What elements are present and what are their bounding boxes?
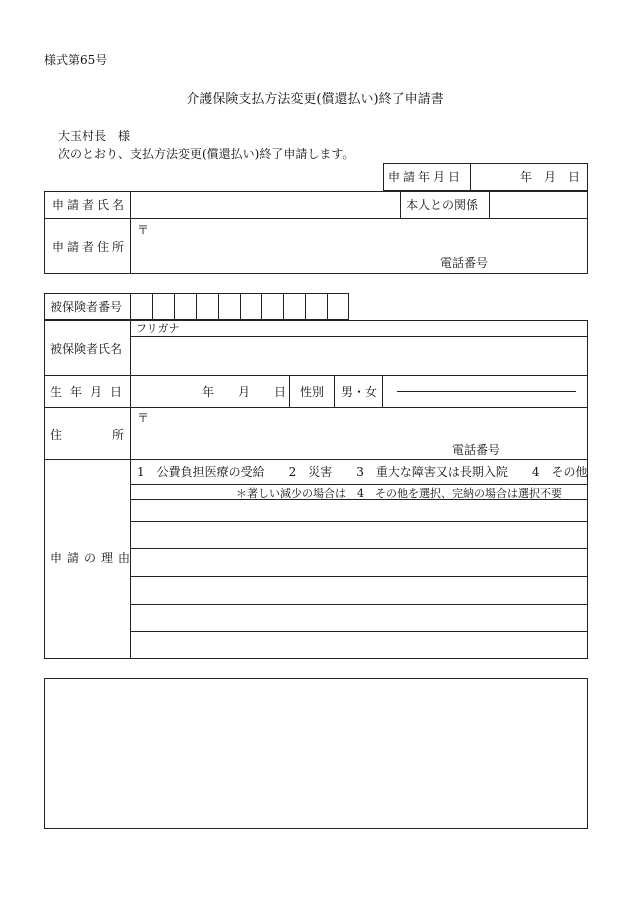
insured-address-label-left: 住 [50, 428, 63, 442]
insured-number-cell-divider [240, 293, 241, 320]
insured-address-label-right: 所 [112, 428, 125, 442]
insured-phone-label: 電話番号 [452, 443, 501, 457]
insured-address-field[interactable] [150, 411, 580, 439]
birth-date-label: 生年月日 [50, 385, 131, 399]
applicant-address-field[interactable] [150, 222, 580, 252]
birth-month: 月 [238, 385, 251, 399]
insured-name-label: 被保険者氏名 [50, 342, 123, 356]
applicant-postal-mark: 〒 [137, 223, 150, 237]
insured-number-cell-divider [196, 293, 197, 320]
sex-label: 性別 [300, 385, 325, 399]
insured-number-cell-divider [152, 293, 153, 320]
application-date-field[interactable]: 年 月 日 [520, 170, 581, 184]
insured-number-label: 被保険者番号 [50, 300, 123, 314]
application-date-label: 申請年月日 [388, 170, 464, 184]
relation-field[interactable] [493, 194, 583, 214]
applicant-name-field[interactable] [134, 194, 396, 214]
office-use-box [44, 678, 588, 829]
birth-year: 年 [202, 385, 215, 399]
applicant-name-label: 申請者氏名 [52, 198, 128, 212]
relation-label: 本人との関係 [406, 198, 479, 212]
insured-number-cell-divider [218, 293, 219, 320]
insured-number-cell-divider [174, 293, 175, 320]
form-title: 介護保険支払方法変更(償還払い)終了申請書 [186, 92, 444, 107]
insured-name-field[interactable] [134, 340, 584, 372]
sex-blank-line [397, 391, 576, 392]
applicant-phone-label: 電話番号 [440, 256, 489, 270]
insured-number-cell-divider [305, 293, 306, 320]
addressee: 大玉村長 様 [58, 129, 131, 143]
insured-number-cell-divider [283, 293, 284, 320]
sex-options[interactable]: 男・女 [341, 385, 378, 399]
reason-detail-field[interactable] [134, 502, 584, 656]
intro-text: 次のとおり、支払方法変更(償還払い)終了申請します。 [58, 147, 355, 161]
applicant-address-label: 申請者住所 [52, 240, 128, 254]
reason-label: 申請の理由 [50, 551, 136, 565]
furigana-label: フリガナ [136, 322, 180, 335]
birth-day: 日 [274, 385, 287, 399]
reason-note: ＊著しい減少の場合は 4 その他を選択、完納の場合は選択不要 [236, 487, 562, 500]
reason-options[interactable]: 1 公費負担医療の受給 2 災害 3 重大な障害又は長期入院 4 その他 [137, 465, 588, 479]
insured-number-cell-divider [327, 293, 328, 320]
form-number: 様式第65号 [44, 53, 108, 67]
insured-postal-mark: 〒 [137, 411, 150, 425]
insured-number-cell-divider [261, 293, 262, 320]
